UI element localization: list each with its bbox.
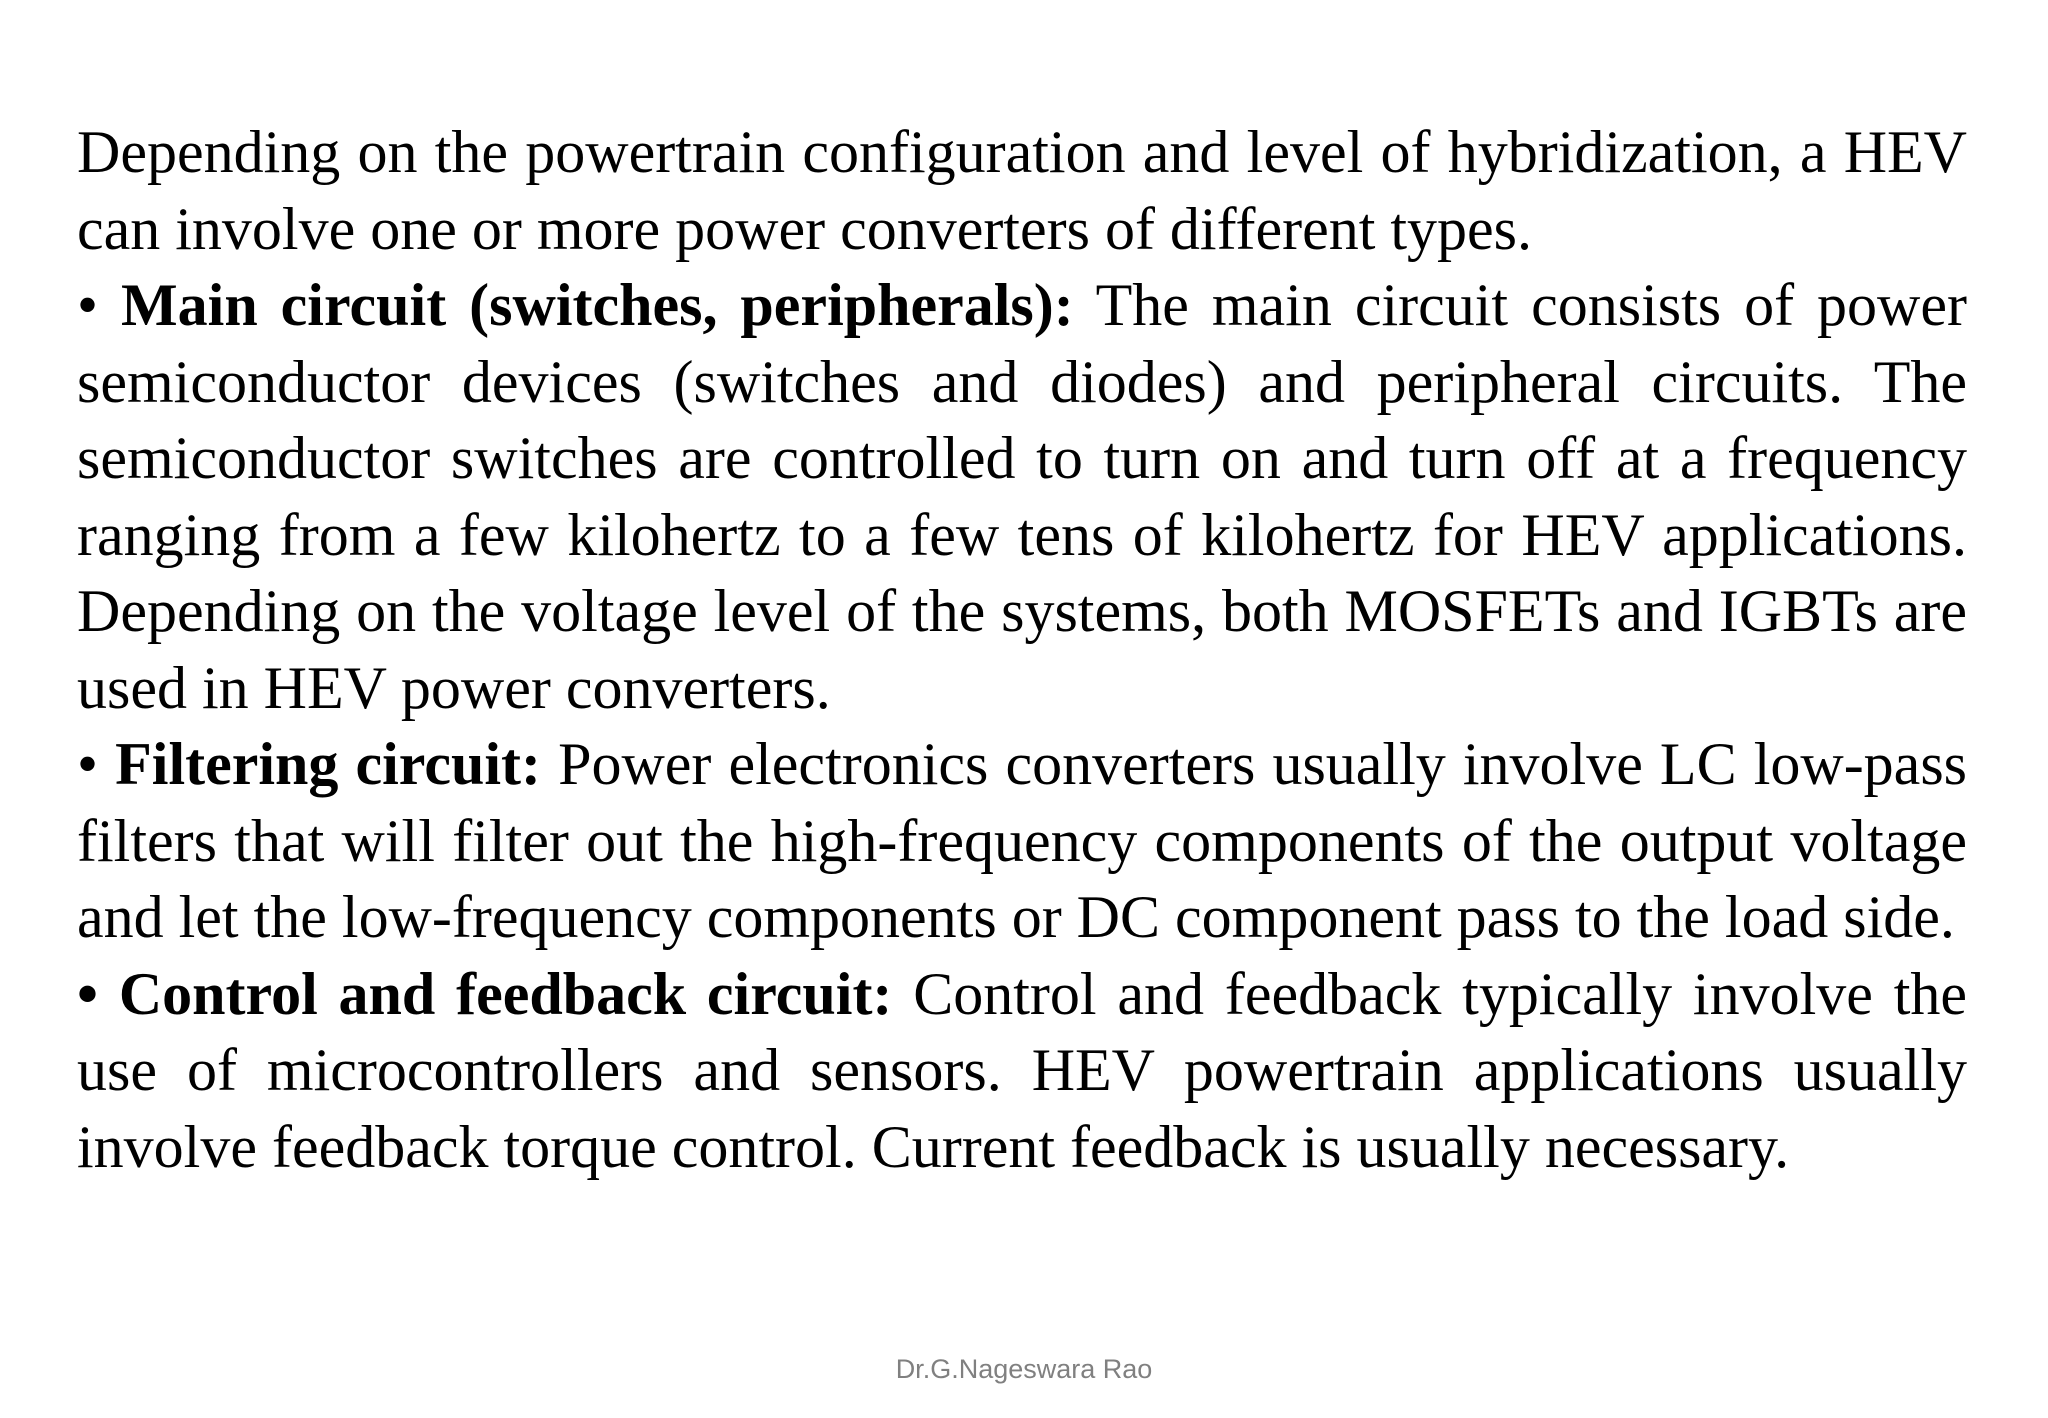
bullet-text-filtering-circuit: Power electronics converters usually involve LC low-pass filters that will filter out the high-frequency components of the output voltage and let the low-frequency components or DC component pass to the load side. <box>77 731 1968 950</box>
bullet-heading-main-circuit: Main circuit (switches, peripherals): <box>121 272 1074 338</box>
bullet-text-main-circuit: The main circuit consists of power semiconductor devices (switches and diodes) and peripheral circuits. The semiconductor switches are controlled to turn on and turn off at a frequency ranging from a few kilohertz to a few tens of kilohertz for HEV applications. Depending on the voltage level of the systems, both MOSFETs and IGBTs are used in HEV power converters. <box>77 272 1967 721</box>
bullet-text-control-feedback-circuit: Control and feedback typically involve the use of microcontrollers and sensors. HEV powertrain applications usually involve feedback torque control. Current feedback is usually necessary. <box>77 960 1968 1180</box>
bullet-marker: • <box>77 731 99 797</box>
intro-paragraph <box>77 114 1967 267</box>
bullet-marker: • <box>77 272 99 338</box>
bullet-heading-control-feedback-circuit: Control and feedback circuit: <box>118 960 893 1027</box>
intro-text: Depending on the powertrain configuration and level of hybridization, a HEV can involve one or more power converters of different types. <box>77 119 1967 262</box>
bullet-heading-filtering-circuit: Filtering circuit: <box>115 731 541 797</box>
footer-author: Dr.G.Nageswara Rao <box>895 1354 1153 1384</box>
bullet-control-feedback-circuit <box>77 956 1967 1186</box>
bullet-marker: • <box>77 960 99 1027</box>
bullet-main-circuit <box>77 267 1967 726</box>
bullet-filtering-circuit <box>77 726 1967 956</box>
slide-body <box>77 114 1967 1185</box>
